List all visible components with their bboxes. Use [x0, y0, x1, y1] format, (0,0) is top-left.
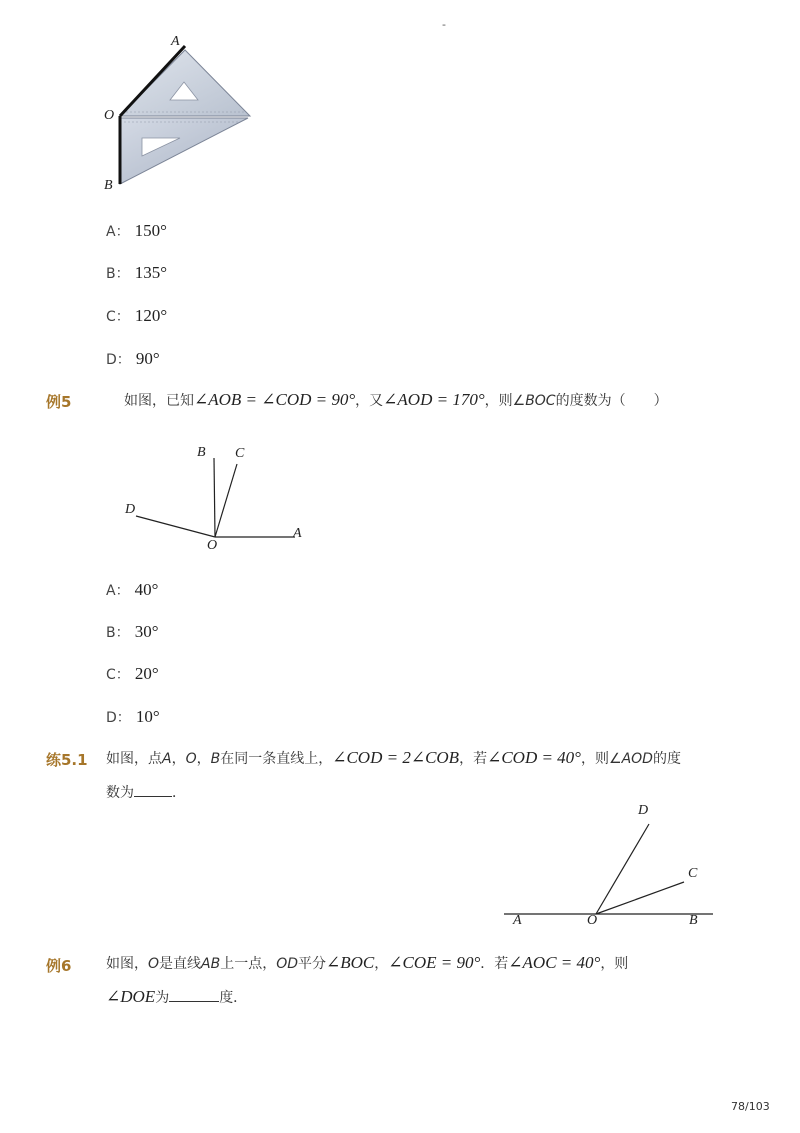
q5-label: 例5 — [46, 393, 72, 411]
p51-line2-text: 数为 — [106, 785, 134, 801]
option-letter: C： — [106, 667, 130, 683]
set-square-figure — [100, 34, 260, 196]
q5-option-b[interactable] — [106, 622, 159, 642]
q6-line-2 — [106, 987, 247, 1007]
option-value: 20° — [134, 664, 159, 683]
p51-point-o: O — [185, 751, 197, 767]
q6-text-9: 度． — [219, 990, 248, 1006]
option-letter: D： — [106, 710, 131, 726]
q6-text-6: ．若 — [480, 956, 509, 972]
q5-label-o: O — [207, 538, 218, 553]
p51-sep-1: ， — [171, 751, 186, 767]
q6-text-3: 上一点， — [220, 956, 277, 972]
p51-figure — [500, 800, 715, 930]
q5-figure-svg — [120, 444, 320, 556]
q5-math-2: ∠AOD = 170° — [383, 390, 485, 409]
q5-label-a: A — [293, 526, 302, 541]
header-mark: - — [442, 18, 446, 31]
p51-text-3: ，若 — [459, 751, 488, 767]
p51-text — [106, 748, 681, 768]
ray-ob — [214, 458, 215, 537]
q6-label: 例6 — [46, 957, 72, 975]
p51-line2-end: ． — [172, 785, 186, 801]
option-letter: C： — [106, 309, 130, 325]
option-value: 150° — [134, 221, 167, 240]
q6-text — [106, 953, 628, 973]
option-value: 10° — [135, 707, 160, 726]
q6-text-5: ， — [374, 956, 389, 972]
q5-text-3: ，则∠ — [484, 393, 526, 409]
q5-text-1: 如图，已知 — [124, 393, 194, 409]
q6-ray-od: OD — [276, 956, 299, 972]
ray-oc — [215, 464, 237, 537]
p51-math-1: ∠COD = 2∠COB — [332, 748, 460, 767]
q5-figure — [120, 444, 320, 556]
q6-answer-blank[interactable] — [169, 987, 219, 1002]
option-letter: D： — [106, 352, 131, 368]
option-value: 40° — [134, 580, 159, 599]
page-number: 78/103 — [731, 1100, 770, 1113]
p51-text-1: 如图，点 — [106, 751, 162, 767]
option-letter: A： — [106, 583, 130, 599]
lower-set-square — [120, 118, 248, 184]
q5-text — [124, 390, 668, 410]
p51-point-a: A — [162, 751, 172, 767]
option-value: 135° — [134, 263, 168, 282]
prev-option-a[interactable] — [106, 221, 167, 241]
ray-od — [596, 824, 649, 914]
q5-text-2: ，又 — [355, 393, 384, 409]
q5-label-c: C — [235, 446, 245, 461]
q5-option-a[interactable] — [106, 580, 158, 600]
p51-figure-svg — [500, 800, 715, 930]
q5-option-d[interactable] — [106, 707, 160, 727]
option-value: 90° — [135, 349, 160, 368]
p51-answer-blank[interactable] — [134, 782, 172, 797]
option-letter: A： — [106, 224, 130, 240]
q5-math-1: ∠AOB = ∠COD = 90° — [194, 390, 356, 409]
q6-math-4: ∠DOE — [106, 987, 156, 1006]
q6-math-2: ∠COE = 90° — [388, 953, 481, 972]
p51-label-a: A — [513, 913, 522, 928]
set-square-svg — [100, 34, 260, 196]
p51-label-c: C — [688, 866, 698, 881]
q6-text-1: 如图， — [106, 956, 148, 972]
figure-label-a: A — [171, 34, 180, 49]
q5-option-c[interactable] — [106, 664, 159, 684]
prev-option-b[interactable] — [106, 263, 167, 283]
q6-math-1: ∠BOC — [326, 953, 375, 972]
p51-label-o: O — [587, 913, 598, 928]
p51-text-4: ，则∠ — [581, 751, 622, 767]
p51-math-2: ∠COD = 40° — [487, 748, 581, 767]
prev-option-d[interactable] — [106, 349, 160, 369]
ray-od — [136, 516, 215, 537]
option-value: 30° — [134, 622, 159, 641]
q6-text-2: 是直线 — [159, 956, 202, 972]
q6-text-7: ，则 — [600, 956, 629, 972]
figure-label-o: O — [104, 108, 115, 123]
ray-oc — [596, 882, 684, 914]
q6-text-4: 平分 — [298, 956, 327, 972]
p51-point-b: B — [210, 751, 221, 767]
q6-text-8: 为 — [155, 990, 170, 1006]
q6-point-o: O — [148, 956, 160, 972]
prev-option-c[interactable] — [106, 306, 167, 326]
q6-math-3: ∠AOC = 40° — [508, 953, 601, 972]
option-value: 120° — [134, 306, 168, 325]
q6-line-ab: AB — [201, 956, 221, 972]
p51-label-d: D — [638, 803, 649, 818]
figure-label-b: B — [104, 178, 113, 193]
p51-line-2 — [106, 782, 186, 802]
p51-text-4b: AOD — [621, 751, 653, 767]
p51-label-b: B — [689, 913, 698, 928]
p51-text-5: 的度 — [652, 751, 681, 767]
option-letter: B： — [106, 625, 130, 641]
option-letter: B： — [106, 266, 130, 282]
q5-text-4: 的度数为（ ） — [555, 393, 668, 409]
p51-label: 练5.1 — [46, 751, 88, 769]
p51-text-2: 在同一条直线上， — [220, 751, 333, 767]
q5-text-3b: BOC — [525, 393, 556, 409]
q5-label-b: B — [197, 445, 206, 460]
q5-label-d: D — [125, 502, 136, 517]
p51-sep-2: ， — [196, 751, 211, 767]
